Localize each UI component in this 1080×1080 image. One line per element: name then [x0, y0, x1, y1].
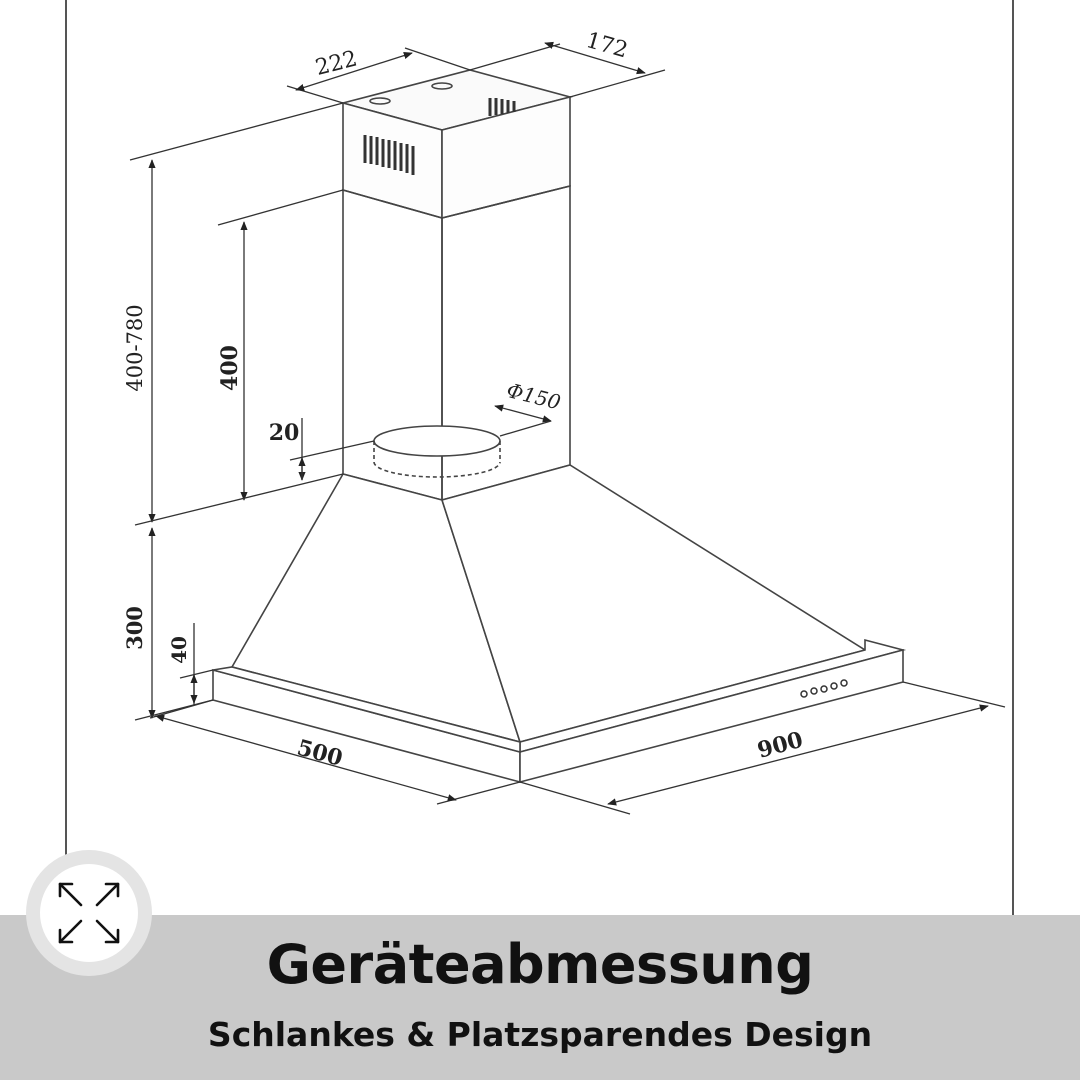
hood-outline	[213, 70, 903, 782]
dim-20-label: 20	[268, 420, 300, 446]
dim-300-label: 300	[122, 606, 147, 650]
expand-badge	[26, 850, 152, 976]
dim-900-label: 900	[754, 726, 806, 764]
dim-phi150-label: Φ150	[504, 377, 564, 415]
banner-subtitle: Schlankes & Platzsparendes Design	[207, 1015, 873, 1054]
dim-172-label: 172	[583, 27, 631, 64]
dim-222-label: 222	[313, 46, 360, 81]
dim-400-780-label: 400-780	[123, 304, 147, 392]
expand-badge-inner	[40, 864, 138, 962]
dim-400-label: 400	[217, 345, 243, 391]
dim-500-label: 500	[294, 734, 346, 772]
info-banner	[0, 915, 1080, 1080]
banner-title: Geräteabmessung	[266, 933, 814, 996]
expand-arrows-icon	[54, 878, 124, 948]
dim-40-label: 40	[167, 636, 191, 664]
